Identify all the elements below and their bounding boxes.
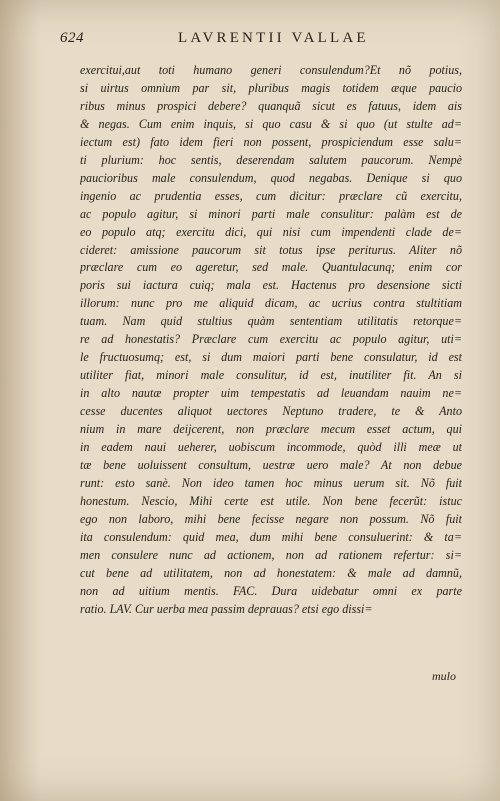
text-line: exercitui,aut toti humano generi consulendum?Et nõ potius,	[80, 63, 462, 77]
body-text	[80, 62, 462, 619]
text-line: in alto nautæ propter uim tempestatis ad leuandam nauim ne=	[80, 386, 462, 401]
text-line: tæ bene uoluissent consultum, uestræ uero male? At non debue	[80, 457, 462, 472]
text-line: non ad uitium mentis. FAC. Dura uidebatur omni ex parte	[80, 583, 462, 598]
text-line: in eadem naui ueherer, uobiscum incommode, quòd illi meæ ut	[80, 440, 462, 455]
text-line: cesse ducentes aliquot uectores Neptuno tradere, te & Anto	[80, 404, 462, 419]
text-line: honestum. Nescio, Mihi certe est utile. Non bene fecerũt: istuc	[80, 493, 462, 508]
text-line: ribus minus prospici debere? quanquã sicut es fatuus, idem ais	[80, 98, 462, 113]
text-line: iectum est) fato idem fieri non possent, prospiciendum esse salu=	[80, 134, 462, 149]
text-line: eo populo atq; exercitu dici, qui nisi cum impendenti clade de=	[80, 224, 462, 239]
text-line: le fructuosumq; est, si dum maiori parti bene consulatur, id est	[80, 350, 462, 365]
text-line: nium in mare deijcerent, non præclare mecum esset actum, qui	[80, 422, 462, 437]
text-line: men consulere nunc ad actionem, non ad rationem refertur: si=	[80, 547, 462, 562]
text-line: præclare cum eo ageretur, sed male. Quantulacunq; enim cor	[80, 260, 462, 275]
text-line: tuam. Nam quid stultius quàm sententiam utilitatis retorque=	[80, 314, 462, 329]
text-line: ego non laboro, mihi bene fecisse negare non possum. Nõ fuit	[80, 511, 462, 526]
text-line: si uirtus omnium par sit, pluribus magis totidem æque paucio	[80, 80, 462, 95]
text-line: poris sui iactura cuiq; mala est. Hactenus pro desensione sicti	[80, 278, 462, 293]
text-line: & negas. Cum enim inquis, si quo casu & si quo (ut stulte ad=	[80, 116, 462, 131]
text-line: ratio. LAV. Cur uerba mea passim deprauas? etsi ego dissi=	[80, 601, 373, 616]
text-line: ac populo agitur, si minori parti male consulitur: palàm est de	[80, 206, 462, 221]
running-head: LAVRENTII VALLAE	[178, 30, 369, 46]
text-line: runt: esto sanè. Non ideo tamen hoc minus uerum sit. Nõ fuit	[80, 475, 462, 490]
text-line: re ad honestatis? Præclare cum exercitu ac populo agitur, uti=	[80, 332, 462, 347]
text-line: ti plurium: hoc sentis, deserendam salutem paucorum. Nempè	[80, 152, 462, 167]
text-line: utiliter fiat, minori male consulitur, id est, inutiliter fit. An si	[80, 368, 462, 383]
page-header	[60, 30, 460, 52]
gutter-shadow	[0, 0, 40, 801]
text-line: cut bene ad utilitatem, non ad honestatem: & male ad damnũ,	[80, 565, 462, 580]
catchword: mulo	[432, 669, 456, 683]
text-line: illorum: nunc pro me aliquid dicam, ac ucrius contra stultitiam	[80, 296, 462, 311]
text-line: ingenio ac prudentia esses, cum dicitur: præclare cũ exercitu,	[80, 188, 462, 203]
text-line: cideret: amissione paucorum sit totus ipse periturus. Aliter nõ	[80, 242, 462, 257]
text-line: ita consulendum: quid mea, dum mihi bene consuluerint: & ta=	[80, 529, 462, 544]
page-number: 624	[60, 30, 84, 46]
text-line: paucioribus male consulendum, quod negabas. Denique si quo	[80, 170, 462, 185]
